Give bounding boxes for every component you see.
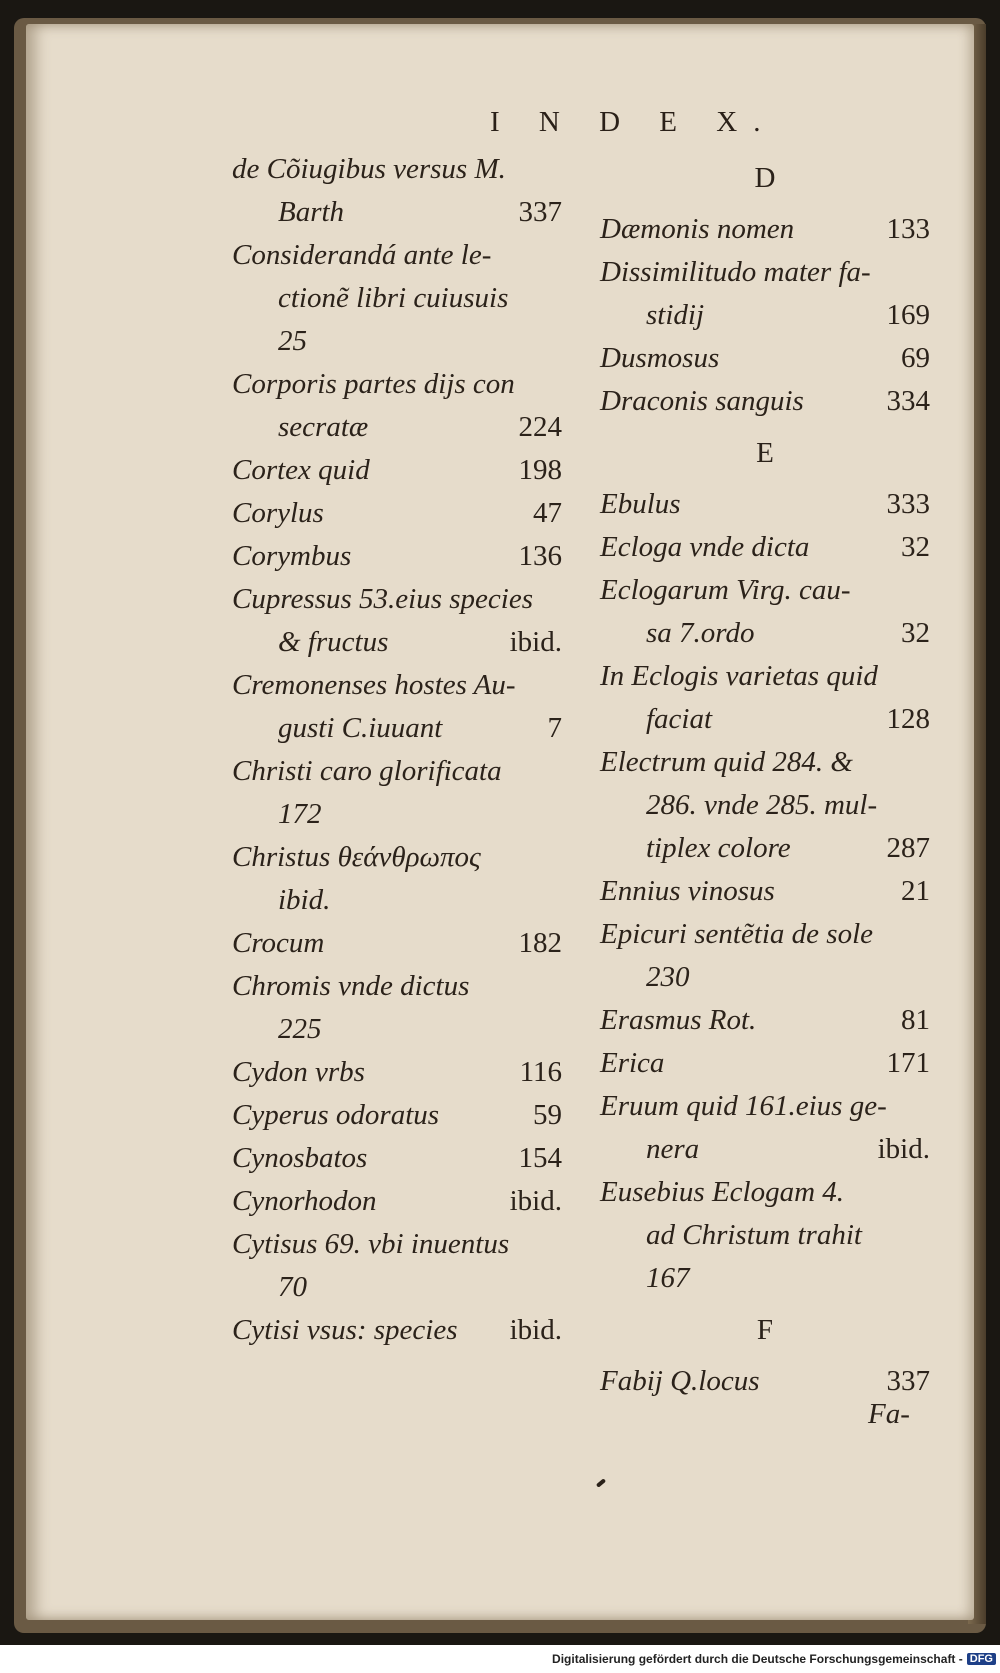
index-entry-line [232, 793, 562, 836]
index-entry-line [600, 569, 930, 612]
entry-text: Electrum quid 284. & [600, 746, 853, 778]
index-entry-line [600, 1214, 930, 1257]
entry-text: 25 [278, 325, 307, 357]
entry-text: Cortex quid [232, 454, 370, 486]
page-reference: 133 [886, 213, 930, 245]
page-reference: 69 [901, 342, 930, 374]
page-reference: 128 [886, 703, 930, 735]
index-entry-line [232, 922, 562, 965]
index-entry [232, 148, 562, 234]
index-column-right [600, 148, 930, 1403]
index-entry-line [600, 741, 930, 784]
page-reference: 47 [533, 497, 562, 529]
index-entry [600, 870, 930, 913]
index-entry-line [600, 1128, 930, 1171]
index-entry-line [232, 836, 562, 879]
index-entry [232, 836, 562, 922]
index-entry-line [232, 621, 562, 664]
entry-text: Barth [278, 196, 345, 228]
page-reference: 287 [886, 832, 930, 864]
index-entry-line [232, 750, 562, 793]
page-reference: 21 [901, 875, 930, 907]
index-entry-line [600, 251, 930, 294]
index-entry-line [232, 234, 562, 277]
index-entry-line [600, 526, 930, 569]
entry-text: ctionẽ libri cuiusuis [278, 282, 509, 314]
index-entry-line [232, 277, 562, 320]
entry-text: Considerandá ante le- [232, 239, 492, 271]
page-reference: ibid. [509, 1314, 562, 1346]
page-reference: 154 [518, 1142, 562, 1174]
entry-text: ibid. [278, 884, 331, 916]
index-entry-line [600, 698, 930, 741]
index-entry-line [232, 664, 562, 707]
entry-text: Eruum quid 161.eius ge- [600, 1090, 887, 1122]
index-entry-line [232, 191, 562, 234]
index-entry-line [600, 655, 930, 698]
index-entry-line [600, 1171, 930, 1214]
letter-heading: D [754, 162, 776, 194]
index-entry [232, 1094, 562, 1137]
entry-text: Ebulus [600, 488, 681, 520]
dfg-logo: DFG [967, 1653, 996, 1665]
page-reference: 334 [886, 385, 930, 417]
page-reference: ibid. [509, 626, 562, 658]
entry-text: Cyperus odoratus [232, 1099, 440, 1131]
entry-text: 70 [278, 1271, 307, 1303]
index-entry-line [232, 1309, 562, 1352]
entry-text: Crocum [232, 927, 325, 959]
index-entry [600, 483, 930, 526]
entry-text: Christus θεάνθρωπος [232, 841, 481, 873]
index-entry-line [232, 320, 562, 363]
page-reference: 32 [901, 617, 930, 649]
entry-text: Corporis partes dijs con [232, 368, 515, 400]
index-entry [232, 363, 562, 449]
entry-text: 286. vnde 285. mul- [646, 789, 878, 821]
entry-text: Erica [600, 1047, 665, 1079]
letter-heading: F [756, 1314, 774, 1346]
index-entry [232, 449, 562, 492]
page-reference: 136 [518, 540, 562, 572]
page-reference: ibid. [509, 1185, 562, 1217]
index-entry [600, 1042, 930, 1085]
entry-text: Epicuri sentẽtia de sole [600, 918, 874, 950]
index-entry [600, 1085, 930, 1171]
page-reference: 59 [533, 1099, 562, 1131]
index-entry [232, 1051, 562, 1094]
entry-text: Cytisus 69. vbi inuentus [232, 1228, 510, 1260]
index-entry-line [600, 784, 930, 827]
page-reference: 333 [886, 488, 930, 520]
index-entry-line [232, 707, 562, 750]
index-entry [600, 1171, 930, 1300]
index-entry-line [600, 1360, 930, 1403]
entry-text: Corylus [232, 497, 324, 529]
entry-text: Cynorhodon [232, 1185, 377, 1217]
entry-text: 225 [278, 1013, 322, 1045]
entry-text: Ecloga vnde dicta [600, 531, 810, 563]
index-entry-line [232, 148, 562, 191]
entry-text: Christi caro glorificata [232, 755, 502, 787]
index-entry [600, 999, 930, 1042]
page-reference: 198 [518, 454, 562, 486]
index-entry-line [232, 1051, 562, 1094]
entry-text: Dusmosus [600, 342, 720, 374]
entry-text: Dæmonis nomen [600, 213, 795, 245]
index-entry-line [600, 956, 930, 999]
index-entry-line [600, 1257, 930, 1300]
entry-text: secratæ [278, 411, 369, 443]
page-reference: 171 [886, 1047, 930, 1079]
index-entry-line [232, 879, 562, 922]
index-entry [232, 1223, 562, 1309]
index-entry-line [232, 1223, 562, 1266]
index-entry-line [232, 1008, 562, 1051]
index-entry [232, 234, 562, 363]
index-entry-line [232, 449, 562, 492]
index-entry-line [232, 363, 562, 406]
running-head: I N D E X. [490, 106, 777, 138]
index-entry-line [232, 535, 562, 578]
entry-text: Draconis sanguis [600, 385, 804, 417]
index-entry [232, 922, 562, 965]
index-entry [232, 535, 562, 578]
page-reference: 81 [901, 1004, 930, 1036]
index-entry-line [600, 612, 930, 655]
page-reference: 116 [519, 1056, 562, 1088]
index-entry [600, 337, 930, 380]
index-entry-line [600, 1085, 930, 1128]
page-reference: 337 [886, 1365, 930, 1397]
index-entry-line [232, 1180, 562, 1223]
page-reference: 182 [518, 927, 562, 959]
entry-text: 172 [278, 798, 322, 830]
entry-text: nera [646, 1133, 700, 1165]
entry-text: & fructus [278, 626, 389, 658]
entry-text: sa 7.ordo [646, 617, 755, 649]
index-entry [600, 208, 930, 251]
index-entry-line [232, 492, 562, 535]
letter-heading: E [756, 437, 774, 469]
entry-text: Cupressus 53.eius species [232, 583, 533, 615]
entry-text: Eusebius Eclogam 4. [600, 1176, 845, 1208]
index-entry-line [232, 1266, 562, 1309]
entry-text: Corymbus [232, 540, 352, 572]
entry-text: 230 [646, 961, 690, 993]
entry-text: Cynosbatos [232, 1142, 368, 1174]
catchword: Fa- [868, 1398, 910, 1430]
index-entry-line [600, 1042, 930, 1085]
page-reference: ibid. [877, 1133, 930, 1165]
index-entry [600, 1360, 930, 1403]
entry-text: Erasmus Rot. [600, 1004, 757, 1036]
entry-text: gusti C.iuuant [278, 712, 443, 744]
footer-credit [552, 1652, 996, 1666]
index-entry-line [232, 406, 562, 449]
index-entry [600, 569, 930, 655]
index-entry [232, 1137, 562, 1180]
entry-text: Dissimilitudo mater fa- [600, 256, 871, 288]
entry-text: Cytisi vsus: species [232, 1314, 458, 1346]
index-entry-line [232, 1137, 562, 1180]
index-entry-line [232, 965, 562, 1008]
index-entry [232, 1309, 562, 1352]
index-entry-line [232, 578, 562, 621]
index-column-left [232, 148, 562, 1352]
entry-text: Cydon vrbs [232, 1056, 365, 1088]
entry-text: stidij [646, 299, 705, 331]
page-reference: 7 [547, 712, 562, 744]
index-entry [232, 578, 562, 664]
index-entry-line [600, 337, 930, 380]
entry-text: 167 [646, 1262, 690, 1294]
footer-text: Digitalisierung gefördert durch die Deutsche Forschungsgemeinschaft - [552, 1652, 963, 1666]
page-reference: 169 [886, 299, 930, 331]
index-entry-line [600, 294, 930, 337]
entry-text: Chromis vnde dictus [232, 970, 470, 1002]
page-reference: 337 [518, 196, 562, 228]
page-reference: 32 [901, 531, 930, 563]
entry-text: Cremonenses hostes Au- [232, 669, 516, 701]
index-entry [600, 380, 930, 423]
entry-text: Ennius vinosus [600, 875, 775, 907]
index-entry [600, 526, 930, 569]
index-entry [232, 750, 562, 836]
index-entry [600, 655, 930, 741]
entry-text: ad Christum trahit [646, 1219, 862, 1251]
index-entry [600, 741, 930, 870]
entry-text: Eclogarum Virg. cau- [600, 574, 851, 606]
index-entry-line [600, 380, 930, 423]
index-entry [232, 965, 562, 1051]
entry-text: de Cõiugibus versus M. [232, 153, 506, 185]
index-entry-line [600, 999, 930, 1042]
entry-text: faciat [646, 703, 713, 735]
index-entry-line [232, 1094, 562, 1137]
index-entry-line [600, 208, 930, 251]
index-entry [232, 664, 562, 750]
index-entry [232, 492, 562, 535]
page-reference: 224 [518, 411, 562, 443]
entry-text: Fabij Q.locus [600, 1365, 760, 1397]
index-entry [600, 913, 930, 999]
index-entry [232, 1180, 562, 1223]
index-entry-line [600, 913, 930, 956]
index-entry-line [600, 483, 930, 526]
index-entry-line [600, 827, 930, 870]
index-entry [600, 251, 930, 337]
entry-text: In Eclogis varietas quid [600, 660, 878, 692]
index-entry-line [600, 870, 930, 913]
entry-text: tiplex colore [646, 832, 791, 864]
